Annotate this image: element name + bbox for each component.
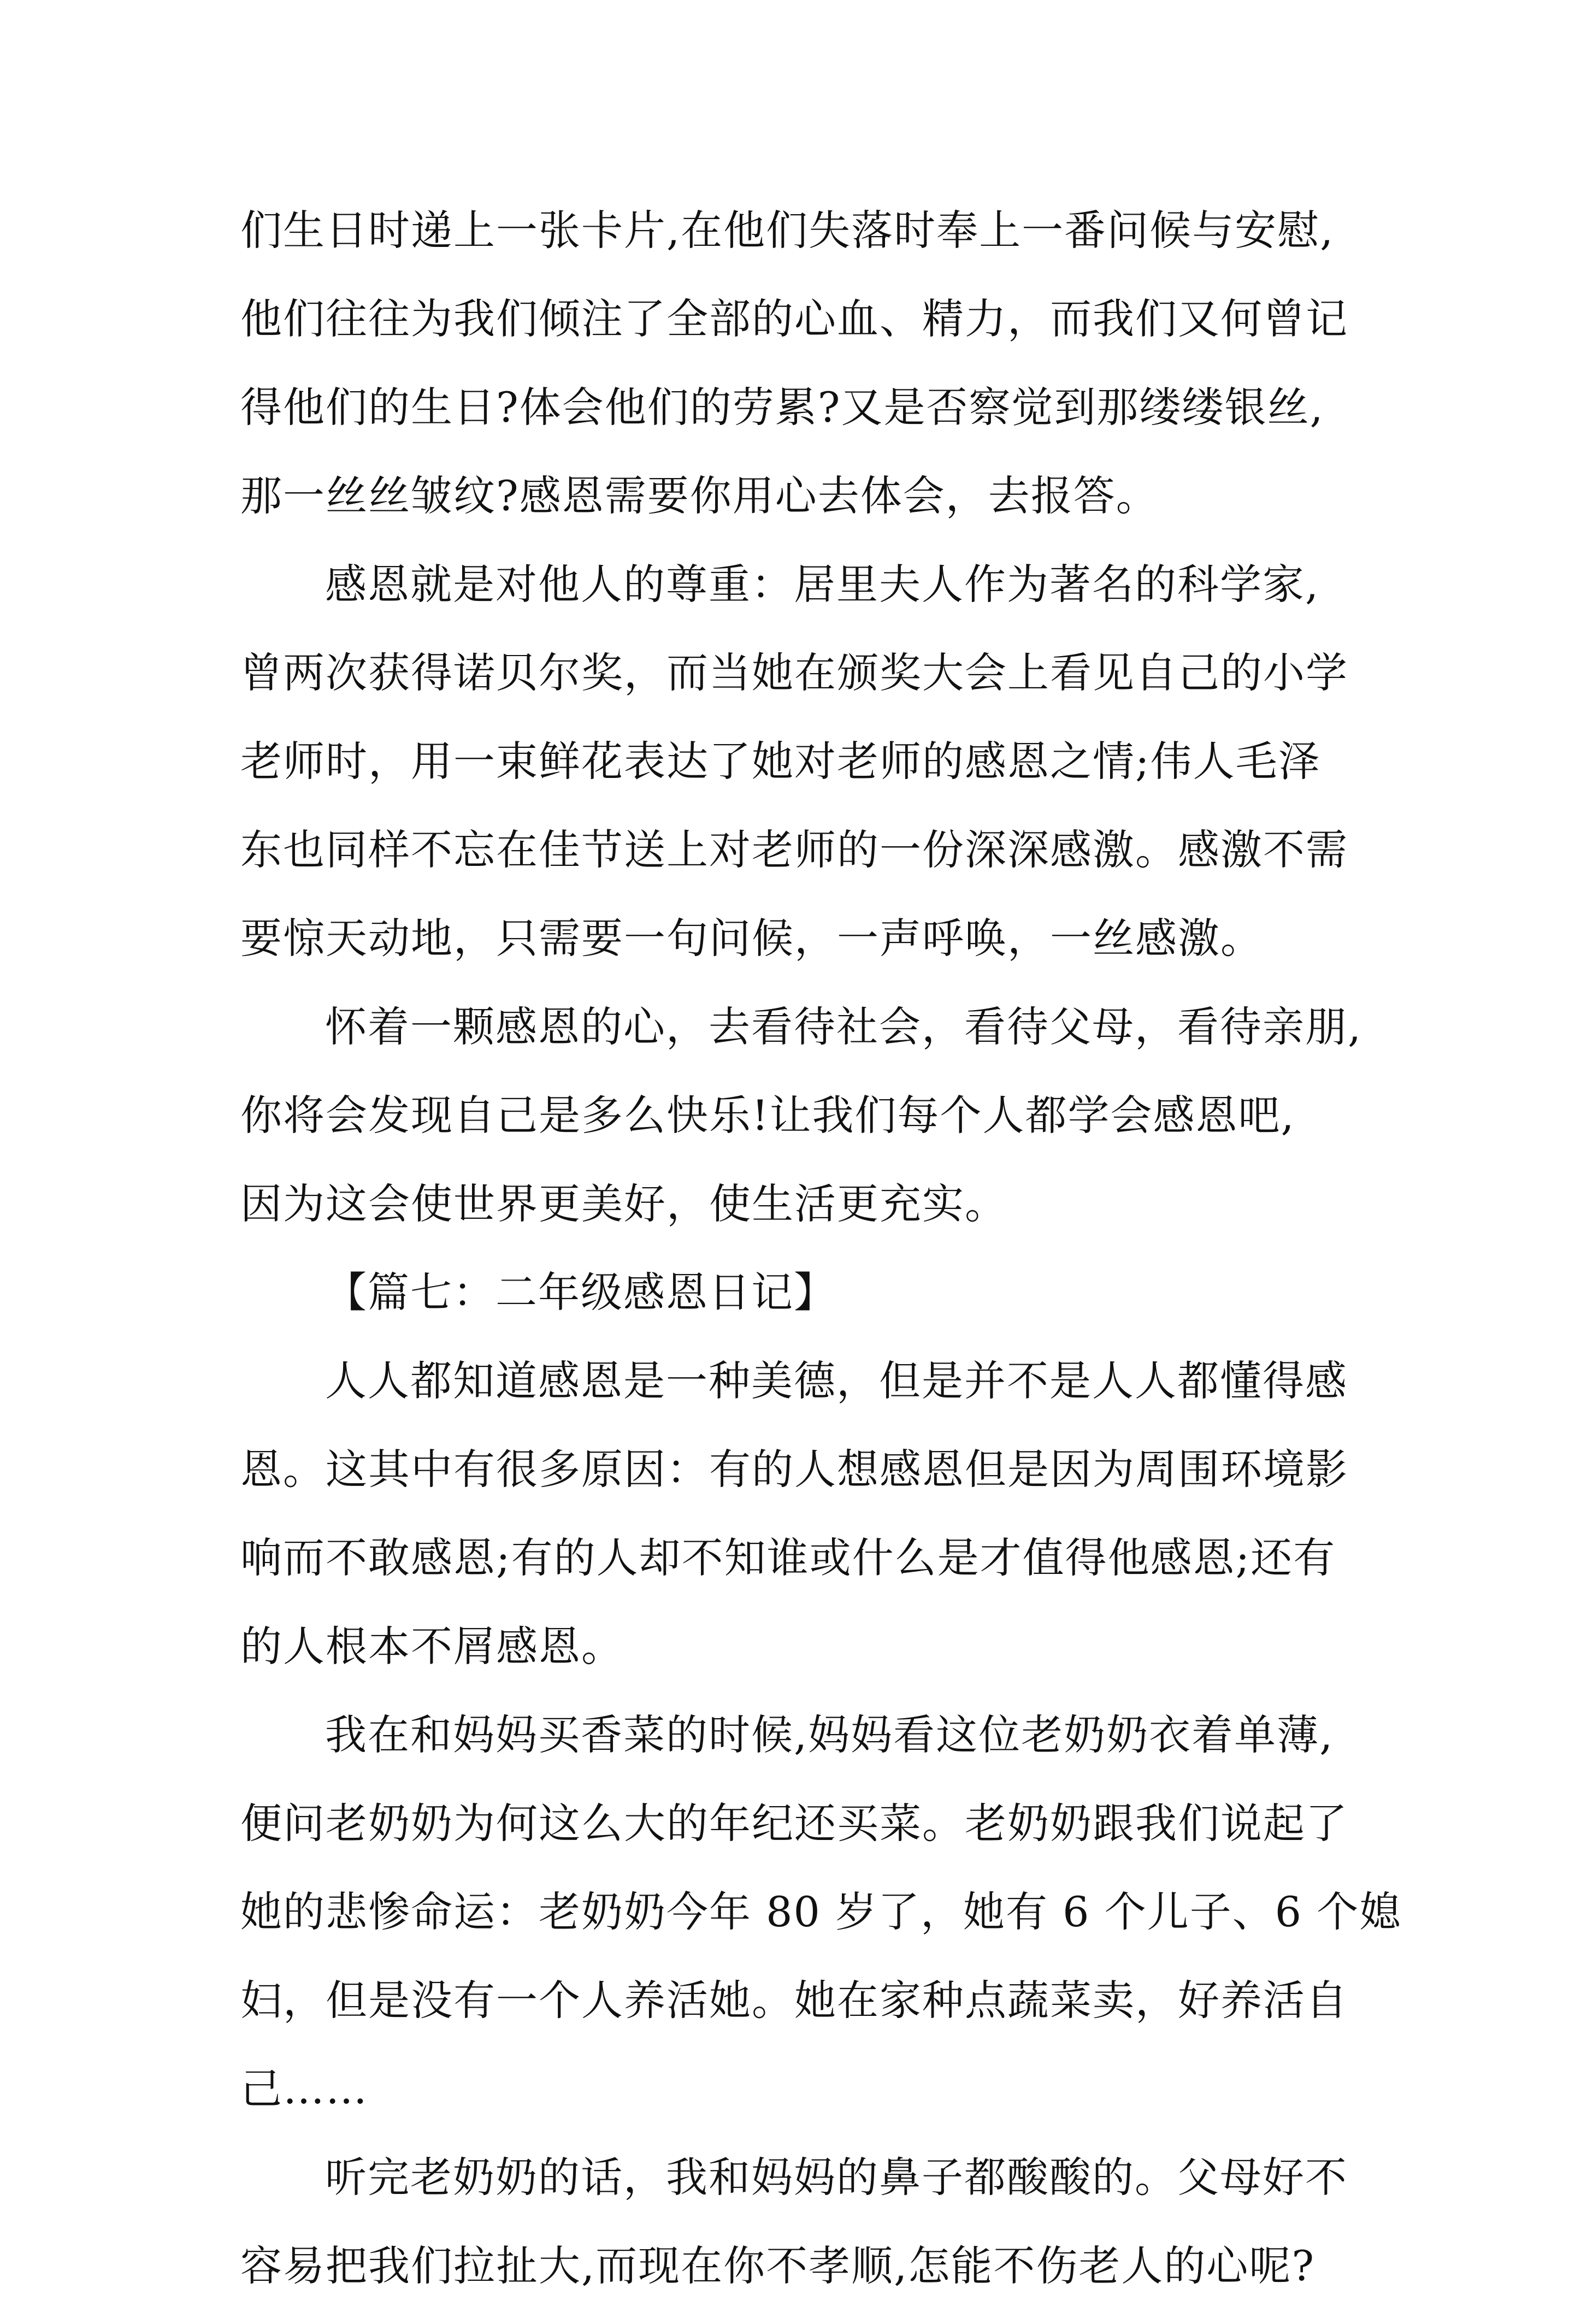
text-line-20: 她的悲惨命运：老奶奶今年 80 岁了，她有 6 个儿子、6 个媳 bbox=[240, 1887, 1402, 1936]
text-line-19: 便问老奶奶为何这么大的年纪还买菜。老奶奶跟我们说起了 bbox=[240, 1799, 1348, 1848]
text-line-22: 己…… bbox=[240, 2065, 368, 2113]
text-line-21: 妇，但是没有一个人养活她。她在家种点蔬菜卖，好养活自 bbox=[240, 1976, 1348, 2025]
text-line-16: 响而不敢感恩;有的人却不知谁或什么是才值得他感恩;还有 bbox=[240, 1533, 1336, 1582]
text-line-6: 曾两次获得诺贝尔奖，而当她在颁奖大会上看见自己的小学 bbox=[240, 648, 1348, 697]
text-line-7: 老师时，用一束鲜花表达了她对老师的感恩之情;伟人毛泽 bbox=[240, 737, 1321, 786]
text-line-17: 的人根本不屑感恩。 bbox=[240, 1622, 624, 1671]
text-line-5: 感恩就是对他人的尊重：居里夫人作为著名的科学家, bbox=[325, 560, 1320, 609]
section-heading: 【篇七：二年级感恩日记】 bbox=[325, 1268, 836, 1317]
text-line-11: 你将会发现自己是多么快乐!让我们每个人都学会感恩吧, bbox=[240, 1091, 1295, 1140]
text-line-15: 恩。这其中有很多原因：有的人想感恩但是因为周围环境影 bbox=[240, 1445, 1348, 1494]
text-line-18: 我在和妈妈买香菜的时候,妈妈看这位老奶奶衣着单薄, bbox=[325, 1710, 1334, 1759]
text-line-14: 人人都知道感恩是一种美德，但是并不是人人都懂得感 bbox=[325, 1356, 1348, 1405]
text-line-10: 怀着一颗感恩的心，去看待社会，看待父母，看待亲朋, bbox=[325, 1002, 1362, 1051]
text-line-1: 们生日时递上一张卡片,在他们失落时奉上一番问候与安慰, bbox=[240, 206, 1335, 255]
text-line-9: 要惊天动地，只需要一句问候，一声呼唤，一丝感激。 bbox=[240, 914, 1263, 963]
text-line-4: 那一丝丝皱纹?感恩需要你用心去体会，去报答。 bbox=[240, 471, 1159, 520]
text-line-8: 东也同样不忘在佳节送上对老师的一份深深感激。感激不需 bbox=[240, 825, 1348, 874]
text-line-2: 他们往往为我们倾注了全部的心血、精力，而我们又何曾记 bbox=[240, 294, 1348, 343]
text-line-23: 听完老奶奶的话，我和妈妈的鼻子都酸酸的。父母好不 bbox=[325, 2153, 1348, 2202]
text-line-12: 因为这会使世界更美好，使生活更充实。 bbox=[240, 1179, 1007, 1228]
text-line-24: 容易把我们拉扯大,而现在你不孝顺,怎能不伤老人的心呢? bbox=[240, 2242, 1315, 2290]
document-body bbox=[240, 200, 1402, 2324]
text-line-3: 得他们的生日?体会他们的劳累?又是否察觉到那缕缕银丝, bbox=[240, 383, 1324, 432]
